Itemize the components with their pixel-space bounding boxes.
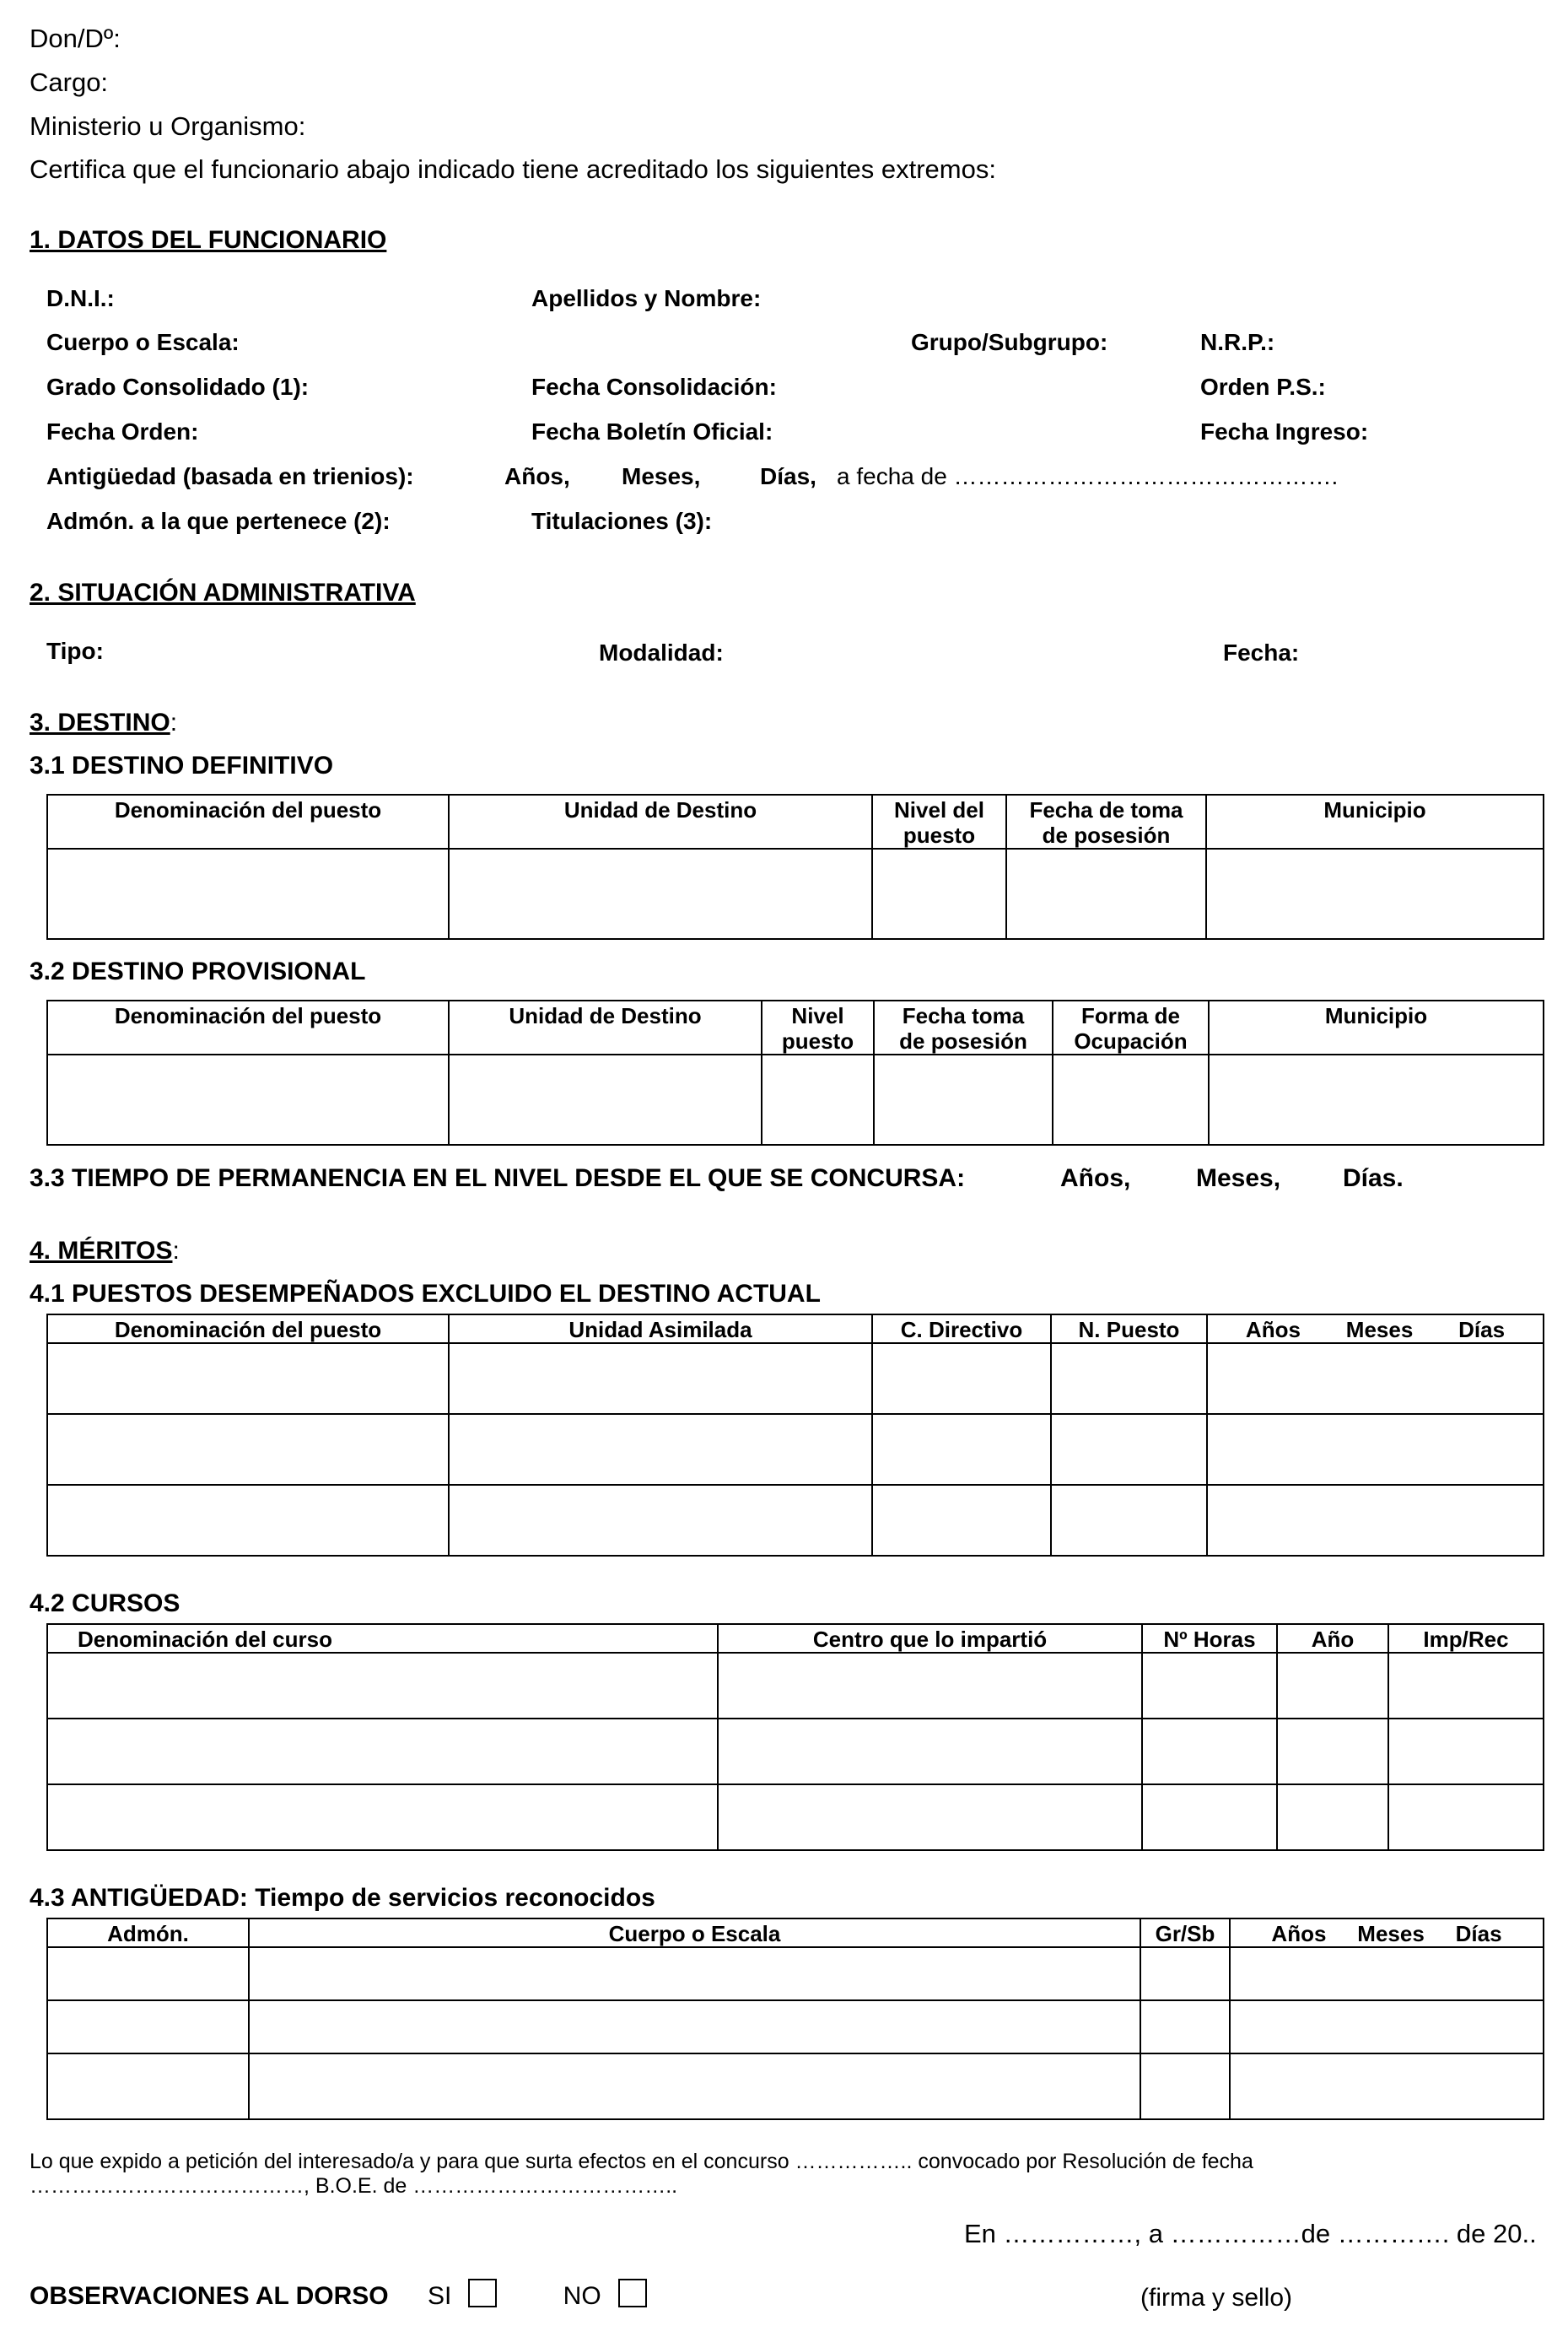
observaciones-row (30, 2282, 647, 2311)
t42-cell[interactable] (1277, 1653, 1388, 1719)
t31-cell[interactable] (449, 849, 872, 939)
t31-h1-l0: Unidad de Destino (563, 797, 757, 823)
t43-cell[interactable] (1140, 2053, 1230, 2119)
t43-header-cuerpo: Cuerpo o Escala (249, 1918, 1140, 1947)
permanencia-dias: Días. (1343, 1164, 1404, 1192)
t32-header-forma (1053, 1001, 1209, 1055)
t41-cell[interactable] (1207, 1414, 1544, 1485)
antiguedad-dias: Días, (760, 463, 816, 489)
t42-header-imprec: Imp/Rec (1388, 1624, 1544, 1653)
t31-h2-l1: puesto (903, 823, 976, 848)
t41-header-unidad: Unidad Asimilada (449, 1314, 872, 1343)
section-1-title: 1. DATOS DEL FUNCIONARIO (30, 226, 387, 254)
t43-cell[interactable] (1230, 1947, 1544, 2000)
t41-header-denominacion: Denominación del puesto (47, 1314, 449, 1343)
t31-h3-l1: de posesión (1042, 823, 1171, 848)
t41-row (47, 1485, 1544, 1556)
t42-row (47, 1653, 1544, 1719)
t42-header-ano: Año (1277, 1624, 1388, 1653)
t43-cell[interactable] (47, 1947, 249, 2000)
t41-cell[interactable] (872, 1414, 1051, 1485)
fecha-boletin-label: Fecha Boletín Oficial: (531, 418, 773, 445)
fecha-consolidacion-label: Fecha Consolidación: (531, 374, 777, 400)
t43-cell[interactable] (47, 2000, 249, 2053)
nrp-label: N.R.P.: (1200, 329, 1275, 355)
t41-header-tiempo (1207, 1314, 1544, 1343)
t42-cell[interactable] (1388, 1653, 1544, 1719)
firma-label: (firma y sello) (1140, 2284, 1293, 2312)
t31-h3-l0: Fecha de toma (1029, 797, 1183, 823)
ministerio-label: Ministerio u Organismo: (30, 111, 306, 141)
t41-cell[interactable] (449, 1485, 872, 1556)
t41-cell[interactable] (449, 1343, 872, 1414)
t31-cell[interactable] (872, 849, 1006, 939)
t31-header-nivel (872, 795, 1006, 849)
t32-header-nivel (762, 1001, 874, 1055)
t41-meses: Meses (1345, 1317, 1414, 1342)
t43-cell[interactable] (249, 2053, 1140, 2119)
t42-cell[interactable] (1142, 1653, 1277, 1719)
t32-cell[interactable] (1053, 1055, 1209, 1145)
t41-cell[interactable] (1207, 1485, 1544, 1556)
t43-meses: Meses (1357, 1921, 1425, 1946)
t42-header-horas: Nº Horas (1142, 1624, 1277, 1653)
dni-label: D.N.I.: (46, 285, 115, 311)
t41-row (47, 1414, 1544, 1485)
t41-header-npuesto: N. Puesto (1051, 1314, 1207, 1343)
destino-definitivo-title: 3.1 DESTINO DEFINITIVO (30, 752, 334, 780)
tipo-label: Tipo: (46, 638, 104, 664)
puestos-title: 4.1 PUESTOS DESEMPEÑADOS EXCLUIDO EL DESTINO ACTUAL (30, 1280, 821, 1308)
cursos-table (46, 1623, 1544, 1851)
section-3-title-text: 3. DESTINO (30, 709, 170, 737)
t31-cell[interactable] (47, 849, 449, 939)
t32-header-fecha (874, 1001, 1053, 1055)
no-checkbox[interactable] (618, 2279, 647, 2307)
t41-cell[interactable] (449, 1414, 872, 1485)
antiguedad-anos: Años, (504, 463, 570, 489)
t32-h3-l0: Fecha toma (902, 1003, 1025, 1028)
t31-row (47, 849, 1544, 939)
t41-cell[interactable] (872, 1343, 1051, 1414)
t42-cell[interactable] (718, 1719, 1142, 1784)
t32-cell[interactable] (1209, 1055, 1544, 1145)
t41-cell[interactable] (872, 1485, 1051, 1556)
t32-header-denominacion (47, 1001, 449, 1055)
grupo-label: Grupo/Subgrupo: (911, 329, 1108, 355)
t42-header-centro: Centro que lo impartió (718, 1624, 1142, 1653)
antiguedad-table (46, 1918, 1544, 2120)
expido-paragraph-line2: …………………………………, B.O.E. de ……………………………….. (30, 2174, 678, 2198)
t31-header-fecha (1006, 795, 1206, 849)
t32-h4-l0: Forma de (1080, 1003, 1181, 1028)
section-4-title-text: 4. MÉRITOS (30, 1237, 173, 1265)
t42-cell[interactable] (1277, 1719, 1388, 1784)
t42-cell[interactable] (47, 1719, 718, 1784)
cursos-title: 4.2 CURSOS (30, 1589, 181, 1617)
t31-header-denominacion (47, 795, 449, 849)
antiguedad-meses: Meses, (622, 463, 701, 489)
destino-provisional-table (46, 1000, 1544, 1146)
t32-h3-l1: de posesión (899, 1028, 1027, 1054)
antiguedad-label: Antigüedad (basada en trienios): (46, 463, 414, 489)
t41-cell[interactable] (1051, 1343, 1207, 1414)
t42-cell[interactable] (47, 1784, 718, 1850)
t42-cell[interactable] (718, 1653, 1142, 1719)
t32-cell[interactable] (449, 1055, 762, 1145)
t31-h4-l0: Municipio (1323, 797, 1426, 823)
section-4-title (30, 1237, 180, 1265)
t41-header-directivo: C. Directivo (872, 1314, 1051, 1343)
t43-cell[interactable] (249, 2000, 1140, 2053)
t31-header-unidad (449, 795, 872, 849)
t32-cell[interactable] (47, 1055, 449, 1145)
t31-cell[interactable] (1206, 849, 1544, 939)
fecha-orden-label: Fecha Orden: (46, 418, 199, 445)
t41-cell[interactable] (1207, 1343, 1544, 1414)
don-label: Don/Dº: (30, 24, 121, 53)
puestos-table (46, 1314, 1544, 1557)
t42-cell[interactable] (1142, 1784, 1277, 1850)
t43-header-admon: Admón. (47, 1918, 249, 1947)
fecha-ingreso-label: Fecha Ingreso: (1200, 418, 1369, 445)
a-fecha-text: a fecha de …………………………………………. (837, 463, 1339, 489)
t31-h0-l0: Denominación del puesto (114, 797, 382, 823)
t42-cell[interactable] (47, 1653, 718, 1719)
antiguedad-servicios-title: 4.3 ANTIGÜEDAD: Tiempo de servicios reconocidos (30, 1884, 655, 1912)
t43-cell[interactable] (1140, 1947, 1230, 2000)
t32-h2-l1: puesto (781, 1028, 854, 1054)
t43-cell[interactable] (1140, 2000, 1230, 2053)
t32-h5-l0: Municipio (1324, 1003, 1428, 1028)
t32-header-municipio (1209, 1001, 1544, 1055)
t43-dias: Días (1455, 1921, 1502, 1946)
apellidos-label: Apellidos y Nombre: (531, 285, 762, 311)
t41-cell[interactable] (47, 1343, 449, 1414)
observaciones-label: OBSERVACIONES AL DORSO (30, 2282, 389, 2310)
t41-cell[interactable] (1051, 1485, 1207, 1556)
t41-cell[interactable] (47, 1414, 449, 1485)
t42-cell[interactable] (1277, 1784, 1388, 1850)
expido-paragraph: Lo que expido a petición del interesado/a y para que surta efectos en el concurso …………….. convocado por Resolución de fecha (30, 2150, 1253, 2173)
t41-cell[interactable] (47, 1485, 449, 1556)
section-4-colon: : (172, 1237, 180, 1265)
section-2-title: 2. SITUACIÓN ADMINISTRATIVA (30, 579, 416, 607)
t42-cell[interactable] (1388, 1784, 1544, 1850)
t31-header-municipio (1206, 795, 1544, 849)
t32-h2-l0: Nivel (791, 1003, 844, 1028)
section-3-colon: : (170, 709, 178, 737)
t43-anos: Años (1271, 1921, 1327, 1946)
t43-cell[interactable] (47, 2053, 249, 2119)
fecha-situacion-label: Fecha: (1223, 639, 1300, 666)
t42-row (47, 1784, 1544, 1850)
orden-ps-label: Orden P.S.: (1200, 374, 1326, 400)
admon-label: Admón. a la que pertenece (2): (46, 508, 391, 534)
t42-h0: Denominación del curso (78, 1627, 332, 1652)
titulaciones-label: Titulaciones (3): (531, 508, 713, 534)
t43-cell[interactable] (1230, 2000, 1544, 2053)
t31-h2-l0: Nivel del (894, 797, 984, 823)
t32-h1-l0: Unidad de Destino (509, 1003, 702, 1028)
t42-row (47, 1719, 1544, 1784)
t43-row (47, 2053, 1544, 2119)
t32-cell[interactable] (874, 1055, 1053, 1145)
t41-row (47, 1343, 1544, 1414)
t41-cell[interactable] (1051, 1414, 1207, 1485)
t43-row (47, 2000, 1544, 2053)
t41-dias: Días (1458, 1317, 1506, 1342)
t32-h4-l1: Ocupación (1074, 1028, 1188, 1054)
t32-row (47, 1055, 1544, 1145)
t43-cell[interactable] (1230, 2053, 1544, 2119)
t43-header-grsb: Gr/Sb (1140, 1918, 1230, 1947)
t43-header-tiempo (1230, 1918, 1544, 1947)
t42-header-denominacion (47, 1624, 718, 1653)
t42-cell[interactable] (718, 1784, 1142, 1850)
permanencia-anos: Años, (1060, 1164, 1131, 1192)
t42-cell[interactable] (1388, 1719, 1544, 1784)
section-3-title (30, 709, 177, 737)
t32-h0-l0: Denominación del puesto (114, 1003, 382, 1028)
si-label: SI (427, 2282, 452, 2310)
t41-anos: Años (1245, 1317, 1301, 1342)
cargo-label: Cargo: (30, 67, 109, 97)
permanencia-meses: Meses, (1196, 1164, 1281, 1192)
t43-row (47, 1947, 1544, 2000)
t31-cell[interactable] (1006, 849, 1206, 939)
modalidad-label: Modalidad: (599, 639, 724, 666)
permanencia-title: 3.3 TIEMPO DE PERMANENCIA EN EL NIVEL DESDE EL QUE SE CONCURSA: (30, 1164, 966, 1192)
place-date-line: En ……………, a ……………de …………. de 20.. (964, 2219, 1537, 2248)
destino-provisional-title: 3.2 DESTINO PROVISIONAL (30, 958, 366, 985)
destino-definitivo-table (46, 794, 1544, 940)
t43-cell[interactable] (249, 1947, 1140, 2000)
si-checkbox[interactable] (468, 2279, 497, 2307)
t42-cell[interactable] (1142, 1719, 1277, 1784)
grado-label: Grado Consolidado (1): (46, 374, 310, 400)
no-label: NO (563, 2282, 601, 2310)
t32-cell[interactable] (762, 1055, 874, 1145)
cuerpo-label: Cuerpo o Escala: (46, 329, 240, 355)
certifica-text: Certifica que el funcionario abajo indicado tiene acreditado los siguientes extremos: (30, 154, 996, 184)
t32-header-unidad (449, 1001, 762, 1055)
